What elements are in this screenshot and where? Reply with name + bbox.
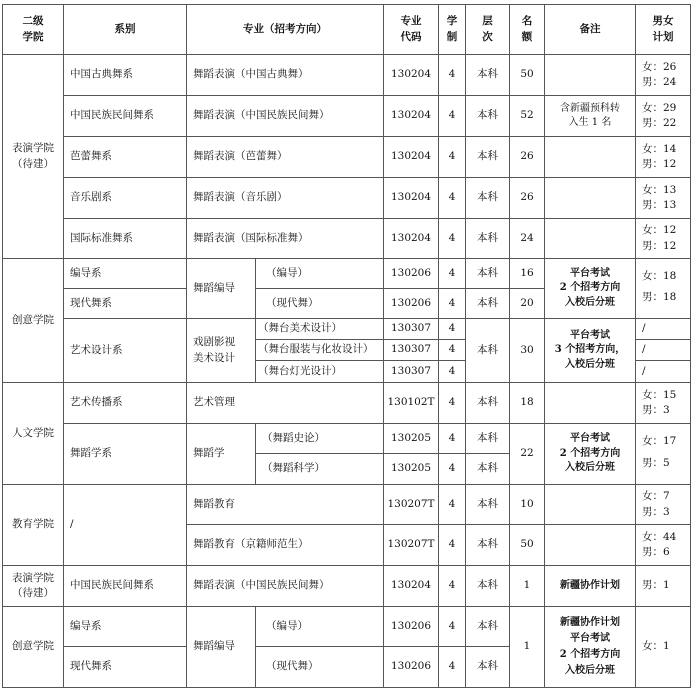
level-cell: 本科 bbox=[465, 54, 510, 96]
dept-cell: 现代舞系 bbox=[63, 288, 187, 319]
quota-cell: 24 bbox=[509, 218, 545, 259]
college-create-2: 创意学院 bbox=[2, 606, 64, 688]
code-cell: 130204 bbox=[383, 177, 439, 219]
header-remark: 备注 bbox=[544, 4, 636, 55]
remark-cell: 新疆协作计划 bbox=[544, 565, 636, 607]
dept-cell: 中国民族民间舞系 bbox=[63, 565, 187, 607]
years-cell: 4 bbox=[438, 318, 466, 340]
quota-cell: 1 bbox=[509, 606, 545, 688]
remark-cell: 含新疆预科转 入生 1 名 bbox=[544, 95, 636, 137]
remark-cell bbox=[544, 524, 636, 566]
level-cell: 本科 bbox=[465, 318, 510, 383]
level-cell: 本科 bbox=[465, 177, 510, 219]
header-code: 专业 代码 bbox=[383, 4, 439, 55]
major-cell: 舞蹈表演（国际标准舞） bbox=[186, 218, 384, 259]
gender-cell: 女：15 男：3 bbox=[635, 382, 691, 424]
gender-text: 女：18 bbox=[642, 270, 677, 283]
level-cell: 本科 bbox=[465, 423, 510, 454]
code-cell: 130307 bbox=[383, 339, 439, 361]
years-cell: 4 bbox=[438, 136, 466, 178]
dept-cell: 编导系 bbox=[63, 606, 187, 647]
code-cell: 130205 bbox=[383, 423, 439, 454]
direction-cell: （现代舞） bbox=[255, 288, 384, 319]
level-cell: 本科 bbox=[465, 606, 510, 647]
dept-cell: 国际标准舞系 bbox=[63, 218, 187, 259]
code-cell: 130102T bbox=[383, 382, 439, 424]
major-cell: 舞蹈学 bbox=[186, 423, 256, 485]
major-cell: 戏剧影视 美术设计 bbox=[186, 318, 256, 383]
dept-cell: 现代舞系 bbox=[63, 646, 187, 688]
gender-cell: 女：12 男：12 bbox=[635, 218, 691, 259]
direction-cell: （编导） bbox=[255, 258, 384, 289]
level-cell: 本科 bbox=[465, 258, 510, 289]
remark-cell bbox=[544, 484, 636, 525]
gender-cell bbox=[635, 258, 691, 319]
major-cell: 舞蹈表演（音乐剧） bbox=[186, 177, 384, 219]
gender-cell: 女：7 男：3 bbox=[635, 484, 691, 525]
code-cell: 130206 bbox=[383, 606, 439, 647]
college-perf-2: 表演学院 （待建） bbox=[2, 565, 64, 607]
code-cell: 130204 bbox=[383, 136, 439, 178]
years-cell: 4 bbox=[438, 360, 466, 383]
level-cell: 本科 bbox=[465, 136, 510, 178]
quota-cell: 16 bbox=[509, 258, 545, 289]
level-cell: 本科 bbox=[465, 288, 510, 319]
header-gender: 男女 计划 bbox=[635, 4, 691, 55]
quota-cell: 50 bbox=[509, 524, 545, 566]
level-cell: 本科 bbox=[465, 524, 510, 566]
code-cell: 130307 bbox=[383, 360, 439, 383]
header-level: 层 次 bbox=[465, 4, 510, 55]
years-cell: 4 bbox=[438, 382, 466, 424]
code-cell: 130207T bbox=[383, 484, 439, 525]
direction-cell: （编导） bbox=[255, 606, 384, 647]
years-cell: 4 bbox=[438, 565, 466, 607]
dept-cell: 音乐剧系 bbox=[63, 177, 187, 219]
major-cell: 舞蹈教育 bbox=[186, 484, 384, 525]
code-cell: 130206 bbox=[383, 646, 439, 688]
level-cell: 本科 bbox=[465, 382, 510, 424]
years-cell: 4 bbox=[438, 484, 466, 525]
dept-cell: / bbox=[63, 484, 187, 566]
header-major: 专业（招考方向） bbox=[186, 4, 384, 55]
quota-cell: 10 bbox=[509, 484, 545, 525]
major-cell: 舞蹈表演（芭蕾舞） bbox=[186, 136, 384, 178]
college-perf: 表演学院 （待建） bbox=[2, 54, 64, 259]
years-cell: 4 bbox=[438, 453, 466, 485]
header-college: 二级 学院 bbox=[2, 4, 64, 55]
level-cell: 本科 bbox=[465, 218, 510, 259]
years-cell: 4 bbox=[438, 606, 466, 647]
level-cell: 本科 bbox=[465, 484, 510, 525]
gender-cell: 女：44 男：6 bbox=[635, 524, 691, 566]
major-cell: 舞蹈教育（京籍师范生） bbox=[186, 524, 384, 566]
code-cell: 130206 bbox=[383, 288, 439, 319]
header-years: 学 制 bbox=[438, 4, 466, 55]
years-cell: 4 bbox=[438, 218, 466, 259]
dept-cell: 编导系 bbox=[63, 258, 187, 289]
quota-cell: 26 bbox=[509, 177, 545, 219]
gender-cell: 女：29 男：22 bbox=[635, 95, 691, 137]
level-cell: 本科 bbox=[465, 565, 510, 607]
major-cell: 舞蹈表演（中国古典舞） bbox=[186, 54, 384, 96]
direction-cell: （现代舞） bbox=[255, 646, 384, 688]
dept-cell: 艺术设计系 bbox=[63, 318, 187, 383]
years-cell: 4 bbox=[438, 95, 466, 137]
quota-cell: 52 bbox=[509, 95, 545, 137]
direction-cell: （舞台服装与化妆设计） bbox=[255, 339, 384, 361]
dept-cell: 中国古典舞系 bbox=[63, 54, 187, 96]
direction-cell: （舞蹈科学） bbox=[255, 453, 384, 485]
quota-cell: 18 bbox=[509, 382, 545, 424]
quota-cell: 22 bbox=[509, 423, 545, 485]
quota-cell: 1 bbox=[509, 565, 545, 607]
gender-cell: 女：14 男：12 bbox=[635, 136, 691, 178]
gender-text: 女：17 bbox=[642, 435, 677, 448]
code-cell: 130207T bbox=[383, 524, 439, 566]
major-cell: 艺术管理 bbox=[186, 382, 384, 424]
quota-cell: 20 bbox=[509, 288, 545, 319]
years-cell: 4 bbox=[438, 54, 466, 96]
dept-cell: 中国民族民间舞系 bbox=[63, 95, 187, 137]
level-cell: 本科 bbox=[465, 646, 510, 688]
quota-cell: 26 bbox=[509, 136, 545, 178]
gender-cell: 男：1 bbox=[635, 565, 691, 607]
code-cell: 130204 bbox=[383, 54, 439, 96]
gender-cell: 女：13 男：13 bbox=[635, 177, 691, 219]
years-cell: 4 bbox=[438, 524, 466, 566]
gender-cell: 女：1 bbox=[635, 606, 691, 688]
header-dept: 系别 bbox=[63, 4, 187, 55]
direction-cell: （舞台美术设计） bbox=[255, 318, 384, 340]
remark-cell: 平台考试 3 个招考方向， 入校后分班 bbox=[544, 318, 636, 383]
college-human: 人文学院 bbox=[2, 382, 64, 485]
dept-cell: 艺术传播系 bbox=[63, 382, 187, 424]
college-create: 创意学院 bbox=[2, 258, 64, 383]
remark-cell bbox=[544, 218, 636, 259]
dept-cell: 芭蕾舞系 bbox=[63, 136, 187, 178]
level-cell: 本科 bbox=[465, 95, 510, 137]
years-cell: 4 bbox=[438, 177, 466, 219]
remark-cell: 平台考试 2 个招考方向 入校后分班 bbox=[544, 423, 636, 485]
gender-cell: / bbox=[635, 360, 691, 383]
remark-cell bbox=[544, 136, 636, 178]
major-cell: 舞蹈表演（中国民族民间舞） bbox=[186, 565, 384, 607]
gender-cell: 女：26 男：24 bbox=[635, 54, 691, 96]
major-cell: 舞蹈表演（中国民族民间舞） bbox=[186, 95, 384, 137]
direction-cell: （舞台灯光设计） bbox=[255, 360, 384, 383]
header-quota: 名 额 bbox=[509, 4, 545, 55]
years-cell: 4 bbox=[438, 423, 466, 454]
years-cell: 4 bbox=[438, 258, 466, 289]
remark-cell: 新疆协作计划 平台考试 2 个招考方向 入校后分班 bbox=[544, 606, 636, 688]
remark-cell bbox=[544, 382, 636, 424]
code-cell: 130206 bbox=[383, 258, 439, 289]
code-cell: 130204 bbox=[383, 218, 439, 259]
gender-cell bbox=[635, 423, 691, 485]
remark-cell: 平台考试 2 个招考方向 入校后分班 bbox=[544, 258, 636, 319]
code-cell: 130205 bbox=[383, 453, 439, 485]
dept-cell: 舞蹈学系 bbox=[63, 423, 187, 485]
college-edu: 教育学院 bbox=[2, 484, 64, 566]
gender-cell: / bbox=[635, 318, 691, 340]
years-cell: 4 bbox=[438, 646, 466, 688]
direction-cell: （舞蹈史论） bbox=[255, 423, 384, 454]
years-cell: 4 bbox=[438, 288, 466, 319]
gender-text: 男：5 bbox=[642, 457, 670, 470]
level-cell: 本科 bbox=[465, 453, 510, 485]
gender-cell: / bbox=[635, 339, 691, 361]
major-cell: 舞蹈编导 bbox=[186, 258, 256, 319]
remark-cell bbox=[544, 54, 636, 96]
major-cell: 舞蹈编导 bbox=[186, 606, 256, 688]
remark-cell bbox=[544, 177, 636, 219]
years-cell: 4 bbox=[438, 339, 466, 361]
code-cell: 130204 bbox=[383, 95, 439, 137]
code-cell: 130204 bbox=[383, 565, 439, 607]
quota-cell: 30 bbox=[509, 318, 545, 383]
code-cell: 130307 bbox=[383, 318, 439, 340]
quota-cell: 50 bbox=[509, 54, 545, 96]
gender-text: 男：18 bbox=[642, 291, 677, 304]
